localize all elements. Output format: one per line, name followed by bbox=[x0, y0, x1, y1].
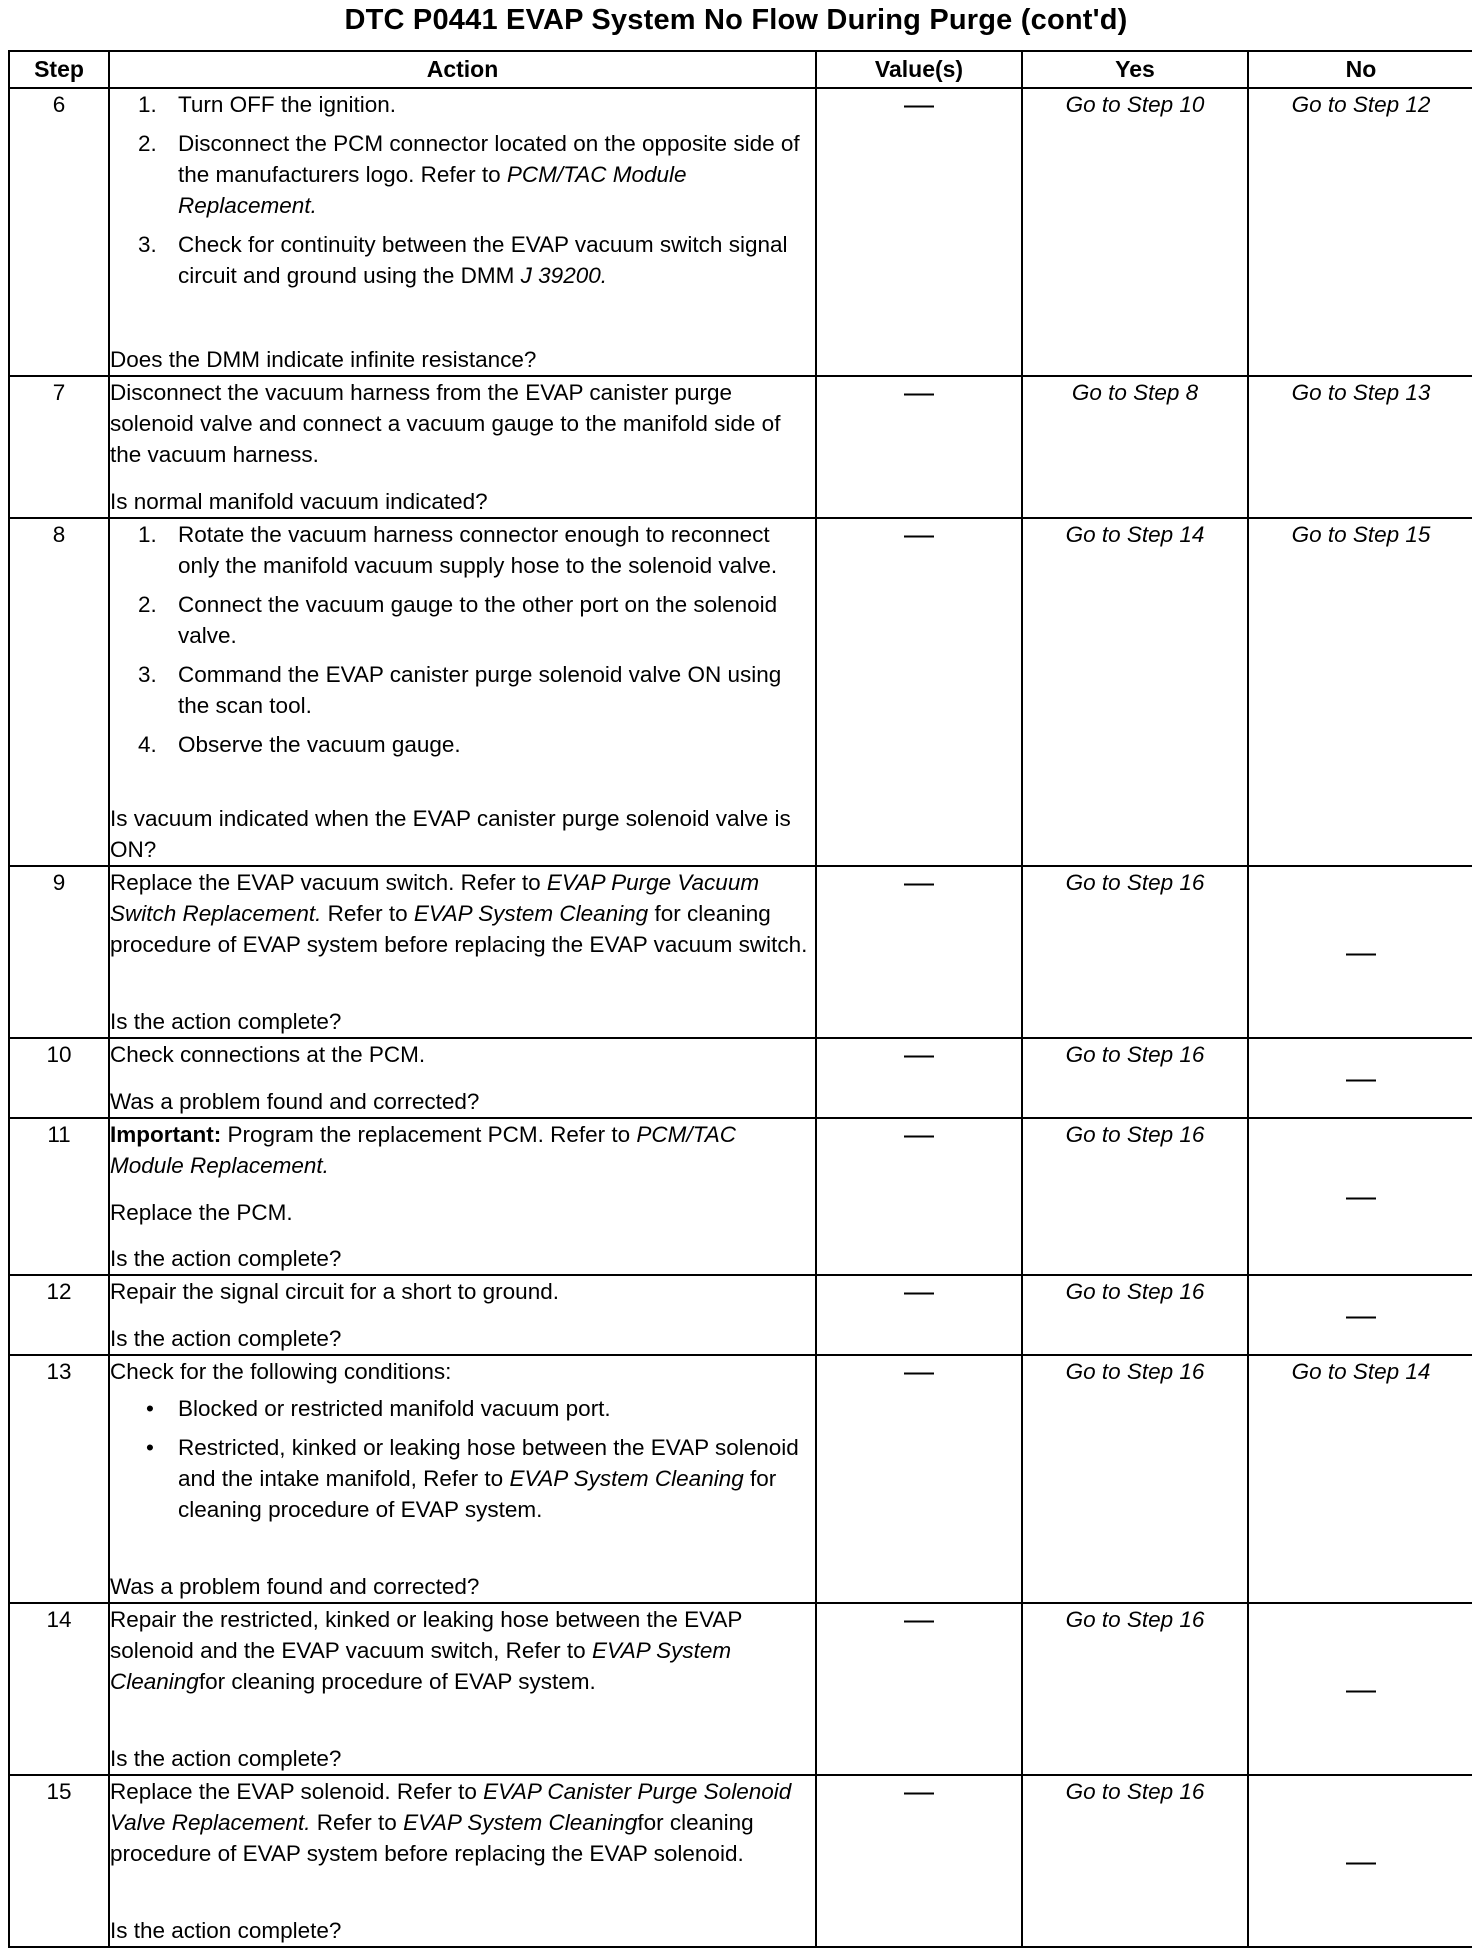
text-run: for cleaning procedure of EVAP system. bbox=[198, 1669, 596, 1694]
question: Is the action complete? bbox=[110, 1746, 342, 1771]
list-number: 3. bbox=[138, 662, 157, 687]
text-run: for cleaning procedure of EVAP system before replacing the EVAP vacuum switch. bbox=[110, 901, 808, 957]
text-run: Replace the EVAP solenoid. Refer to bbox=[110, 1779, 484, 1804]
list-item bbox=[110, 89, 815, 120]
list-text: Check for continuity between the EVAP vacuum switch signal circuit and ground using the DMM bbox=[178, 232, 788, 288]
reference-link: EVAP System Cleaning bbox=[403, 1810, 638, 1835]
question: Does the DMM indicate infinite resistance? bbox=[110, 347, 537, 372]
text-run: Program the replacement PCM. Refer to bbox=[221, 1122, 637, 1147]
list-text: Blocked or restricted manifold vacuum port. bbox=[178, 1396, 611, 1421]
header-step: Step bbox=[9, 51, 109, 88]
list-item bbox=[110, 229, 815, 291]
yes-cell: Go to Step 16 bbox=[1022, 1275, 1248, 1355]
question: Is normal manifold vacuum indicated? bbox=[110, 489, 488, 514]
no-cell: Go to Step 14 bbox=[1248, 1355, 1472, 1603]
step-number: 8 bbox=[9, 518, 109, 866]
yes-cell: Go to Step 16 bbox=[1022, 1355, 1248, 1603]
list-number: 3. bbox=[138, 232, 157, 257]
yes-cell: Go to Step 14 bbox=[1022, 518, 1248, 866]
question: Is the action complete? bbox=[110, 1326, 342, 1351]
step-number: 7 bbox=[9, 376, 109, 518]
value-cell: — bbox=[816, 1355, 1022, 1603]
list-text: Turn OFF the ignition. bbox=[178, 92, 397, 117]
step-number: 10 bbox=[9, 1038, 109, 1118]
yes-cell: Go to Step 16 bbox=[1022, 1603, 1248, 1775]
table-row-step-8 bbox=[9, 518, 1472, 866]
list-text: for cleaning procedure of EVAP system. bbox=[178, 1466, 777, 1522]
bullet-icon: • bbox=[146, 1396, 154, 1421]
table-row-step-7 bbox=[9, 376, 1472, 518]
action-text: Replace the PCM. bbox=[110, 1199, 293, 1225]
yes-cell: Go to Step 16 bbox=[1022, 1118, 1248, 1275]
tool-reference: J 39200. bbox=[520, 263, 607, 288]
action-text: Check for the following conditions: bbox=[110, 1359, 452, 1384]
action-text bbox=[110, 1604, 815, 1697]
reference-link: PCM/TAC Module Replacement. bbox=[110, 1122, 737, 1178]
header-yes: Yes bbox=[1022, 51, 1248, 88]
reference-link: EVAP System Cleaning bbox=[110, 1638, 732, 1694]
action-text bbox=[110, 1776, 815, 1869]
dtc-table bbox=[8, 50, 1472, 1948]
value-cell: — bbox=[816, 518, 1022, 866]
no-cell: — bbox=[1248, 1275, 1472, 1355]
reference-link: EVAP System Cleaning bbox=[413, 901, 649, 926]
list-number: 1. bbox=[138, 522, 157, 547]
table-row-step-13 bbox=[9, 1355, 1472, 1603]
text-run: Replace the EVAP vacuum switch. Refer to bbox=[110, 870, 547, 895]
question: Is vacuum indicated when the EVAP canister purge solenoid valve is ON? bbox=[110, 806, 791, 862]
action-cell bbox=[109, 1775, 816, 1947]
step-number: 14 bbox=[9, 1603, 109, 1775]
yes-cell: Go to Step 16 bbox=[1022, 866, 1248, 1038]
question: Was a problem found and corrected? bbox=[110, 1089, 480, 1114]
question: Is the action complete? bbox=[110, 1918, 342, 1943]
text-run: for cleaning procedure of EVAP system before replacing the EVAP solenoid. bbox=[110, 1810, 754, 1866]
reference-link: EVAP System Cleaning bbox=[509, 1466, 744, 1491]
action-cell bbox=[109, 518, 816, 866]
list-text: Command the EVAP canister purge solenoid valve ON using the scan tool. bbox=[178, 662, 782, 718]
question: Was a problem found and corrected? bbox=[110, 1574, 480, 1599]
numbered-list bbox=[110, 89, 815, 299]
action-cell bbox=[109, 1038, 816, 1118]
value-cell: — bbox=[816, 1275, 1022, 1355]
reference-link: EVAP Purge Vacuum Switch Replacement. bbox=[110, 870, 760, 926]
table-row-step-6 bbox=[9, 88, 1472, 376]
value-cell: — bbox=[816, 1603, 1022, 1775]
list-number: 4. bbox=[138, 732, 157, 757]
no-cell: Go to Step 15 bbox=[1248, 518, 1472, 866]
value-cell: — bbox=[816, 1775, 1022, 1947]
list-item bbox=[110, 519, 815, 581]
action-text bbox=[110, 867, 815, 960]
list-number: 1. bbox=[138, 92, 157, 117]
no-cell: Go to Step 13 bbox=[1248, 376, 1472, 518]
header-values: Value(s) bbox=[816, 51, 1022, 88]
value-cell: — bbox=[816, 88, 1022, 376]
bullet-list bbox=[110, 1393, 815, 1525]
no-cell: — bbox=[1248, 866, 1472, 1038]
no-cell: — bbox=[1248, 1775, 1472, 1947]
action-cell bbox=[109, 866, 816, 1038]
step-number: 12 bbox=[9, 1275, 109, 1355]
reference-link: EVAP Canister Purge Solenoid Valve Replacement. bbox=[110, 1779, 792, 1835]
action-cell bbox=[109, 376, 816, 518]
value-cell: — bbox=[816, 376, 1022, 518]
list-text: Restricted, kinked or leaking hose between the EVAP solenoid and the intake manifold, Refer to bbox=[178, 1435, 799, 1491]
step-number: 6 bbox=[9, 88, 109, 376]
list-item bbox=[110, 128, 815, 221]
no-cell: — bbox=[1248, 1038, 1472, 1118]
no-cell: — bbox=[1248, 1603, 1472, 1775]
list-number: 2. bbox=[138, 131, 157, 156]
yes-cell: Go to Step 8 bbox=[1022, 376, 1248, 518]
action-text: Disconnect the vacuum harness from the EVAP canister purge solenoid valve and connect a vacuum gauge to the manifold side of the vacuum harness. bbox=[110, 380, 781, 467]
header-no: No bbox=[1248, 51, 1472, 88]
list-item bbox=[110, 1393, 815, 1424]
list-text: Rotate the vacuum harness connector enough to reconnect only the manifold vacuum supply hose to the solenoid valve. bbox=[178, 522, 778, 578]
question: Is the action complete? bbox=[110, 1009, 342, 1034]
action-cell bbox=[109, 88, 816, 376]
step-number: 9 bbox=[9, 866, 109, 1038]
list-item bbox=[110, 589, 815, 651]
table-row-step-9 bbox=[9, 866, 1472, 1038]
no-cell: Go to Step 12 bbox=[1248, 88, 1472, 376]
list-item bbox=[110, 729, 815, 760]
action-cell bbox=[109, 1275, 816, 1355]
header-action: Action bbox=[109, 51, 816, 88]
list-text: Observe the vacuum gauge. bbox=[178, 732, 461, 757]
step-number: 11 bbox=[9, 1118, 109, 1275]
value-cell: — bbox=[816, 1118, 1022, 1275]
important-note bbox=[110, 1119, 815, 1181]
table-row-step-12 bbox=[9, 1275, 1472, 1355]
table-row-step-11 bbox=[9, 1118, 1472, 1275]
header-row bbox=[9, 51, 1472, 88]
conditions-block bbox=[110, 1356, 815, 1525]
text-run: Repair the restricted, kinked or leaking hose between the EVAP solenoid and the EVAP vacuum switch, Refer to bbox=[110, 1607, 743, 1663]
list-text: Connect the vacuum gauge to the other port on the solenoid valve. bbox=[178, 592, 778, 648]
text-run: Refer to bbox=[310, 1810, 404, 1835]
step-number: 15 bbox=[9, 1775, 109, 1947]
action-cell bbox=[109, 1118, 816, 1275]
yes-cell: Go to Step 16 bbox=[1022, 1038, 1248, 1118]
step-number: 13 bbox=[9, 1355, 109, 1603]
reference-link: PCM/TAC Module Replacement. bbox=[178, 162, 687, 218]
action-cell bbox=[109, 1355, 816, 1603]
action-cell bbox=[109, 1603, 816, 1775]
table-row-step-10 bbox=[9, 1038, 1472, 1118]
yes-cell: Go to Step 16 bbox=[1022, 1775, 1248, 1947]
list-item bbox=[110, 1432, 815, 1525]
numbered-list bbox=[110, 519, 815, 760]
important-label: Important: bbox=[110, 1122, 222, 1147]
table-row-step-15 bbox=[9, 1775, 1472, 1947]
list-number: 2. bbox=[138, 592, 157, 617]
list-item bbox=[110, 659, 815, 721]
text-run: Refer to bbox=[321, 901, 414, 926]
list-text: Disconnect the PCM connector located on the opposite side of the manufacturers logo. Refer to bbox=[178, 131, 800, 187]
no-cell: — bbox=[1248, 1118, 1472, 1275]
value-cell: — bbox=[816, 866, 1022, 1038]
question: Is the action complete? bbox=[110, 1246, 342, 1271]
value-cell: — bbox=[816, 1038, 1022, 1118]
page-title: DTC P0441 EVAP System No Flow During Purge (cont'd) bbox=[344, 4, 1128, 36]
action-text: Check connections at the PCM. bbox=[110, 1042, 426, 1067]
yes-cell: Go to Step 10 bbox=[1022, 88, 1248, 376]
bullet-icon: • bbox=[146, 1435, 154, 1460]
table-row-step-14 bbox=[9, 1603, 1472, 1775]
action-text: Repair the signal circuit for a short to ground. bbox=[110, 1279, 559, 1304]
